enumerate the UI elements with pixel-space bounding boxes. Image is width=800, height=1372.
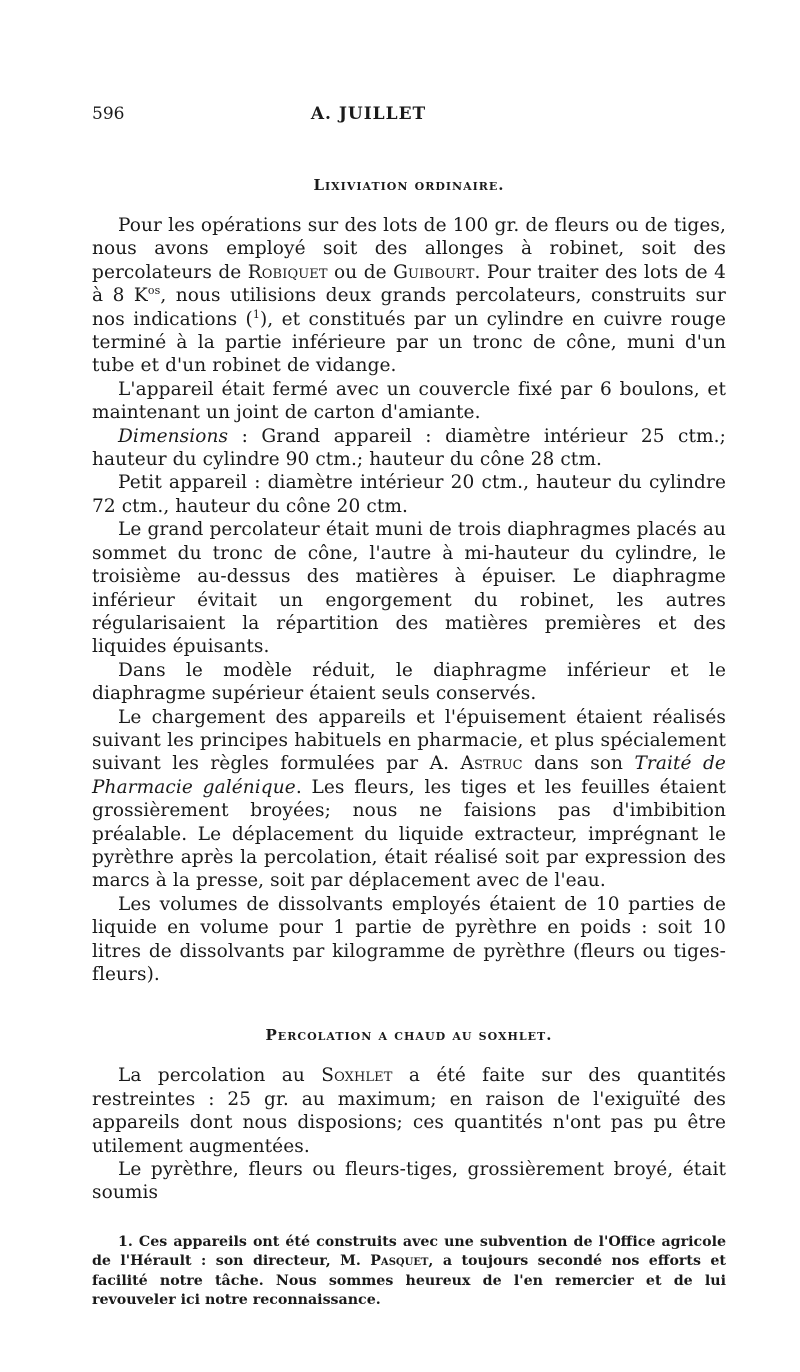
text-run: . Pour traiter des lots de 4 à 8 K [92, 261, 726, 307]
superscript: os [147, 284, 161, 298]
paragraph [92, 1064, 726, 1158]
text-run: La percolation au [118, 1065, 322, 1087]
paragraph: Le pyrèthre, fleurs ou fleurs-tiges, grossièrement broyé, était soumis [92, 1159, 726, 1204]
author-name: Guibourt [393, 261, 475, 283]
italic-label: Dimensions [118, 425, 229, 447]
text-run: , a toujours secondé nos efforts et facilité notre tâche. Nous sommes heureux de l'en remercier et de lui revouveler ici notre reconnaissance. [92, 1253, 726, 1309]
text-run: , nous utilisions deux grands percolateurs, construits sur nos indications ( [92, 285, 726, 330]
text-run: dans son [522, 753, 635, 775]
paragraph [92, 425, 726, 472]
text-run: 1. Ces appareils ont été construits avec une subvention de l'Office agricole de l'Hérault : son directeur, M. [92, 1233, 726, 1270]
running-header [92, 104, 726, 124]
running-title: A. JUILLET [310, 104, 427, 124]
paragraph: L'appareil était fermé avec un couvercle fixé par 6 boulons, et maintenant un joint de carton d'amiante. [92, 378, 726, 424]
author-name: Robiquet [247, 261, 328, 283]
book-title: Traité de Pharmacie galénique [92, 753, 726, 798]
text-run: Le chargement des appareils et l'épuisement étaient réalisés suivant les principes habituels en pharmacie, et plus spécialement suivant les règles formulées par A. [92, 706, 726, 775]
paragraph: Dans le modèle réduit, le diaphragme inférieur et le diaphragme supérieur étaient seuls conservés. [92, 659, 726, 705]
footnote-marker: 1 [252, 307, 260, 321]
footnote [92, 1233, 726, 1311]
person-name: Pasquet [370, 1253, 429, 1270]
page [92, 98, 726, 1310]
paragraph: Les volumes de dissolvants employés étaient de 10 parties de liquide en volume pour 1 partie de pyrèthre en poids : soit 10 litres de dissolvants par kilogramme de pyrèthre (fleurs ou tiges-fleurs). [92, 893, 726, 985]
paragraph: Le grand percolateur était muni de trois diaphragmes placés au sommet du tronc de cône, l'autre à mi-hauteur du cylindre, le troisième au-dessus des matières à épuiser. Le diaphragme inférieur évitait un engorgement du robinet, les autres régularisaient la répartition des matières premières et des liquides épuisants. [92, 519, 726, 658]
text-run: a été faite sur des quantités restreintes : 25 gr. au maximum; en raison de l'exiguïté des appareils dont nous disposions; ces quantités n'ont pas pu être utilement augmentées. [92, 1065, 726, 1157]
paragraph [92, 706, 726, 893]
section-title-lixiviation: Lixiviation ordinaire. [313, 176, 505, 194]
paragraph [92, 214, 726, 378]
section-title-percolation: Percolation a chaud au soxhlet. [265, 1026, 553, 1045]
text-run: : Grand appareil : diamètre intérieur 25 ctm.; hauteur du cylindre 90 ctm.; hauteur du cône 28 ctm. [92, 425, 726, 471]
text-run: ou de [327, 261, 394, 283]
paragraph: Petit appareil : diamètre intérieur 20 ctm., hauteur du cylindre 72 ctm., hauteur du cône 20 ctm. [92, 472, 726, 517]
text-run: ), et constitués par un cylindre en cuivre rouge terminé à la partie inférieure par un tronc de cône, muni d'un tube et d'un robinet de vidange. [92, 308, 726, 377]
author-name: Soxhlet [321, 1065, 393, 1087]
text-run: . Les fleurs, les tiges et les feuilles étaient grossièrement broyées; nous ne faisions pas d'imbibition préalable. Le déplacement du liquide extracteur, imprégnant le pyrèthre après la percolation, était réalisé soit par expression des marcs à la presse, soit par déplacement avec de l'eau. [92, 776, 726, 892]
text-run: Pour les opérations sur des lots de 100 gr. de fleurs ou de tiges, nous avons employé soit des allonges à robinet, soit des percolateurs de [92, 215, 726, 283]
author-name: Astruc [460, 753, 523, 775]
page-number: 596 [92, 104, 125, 124]
